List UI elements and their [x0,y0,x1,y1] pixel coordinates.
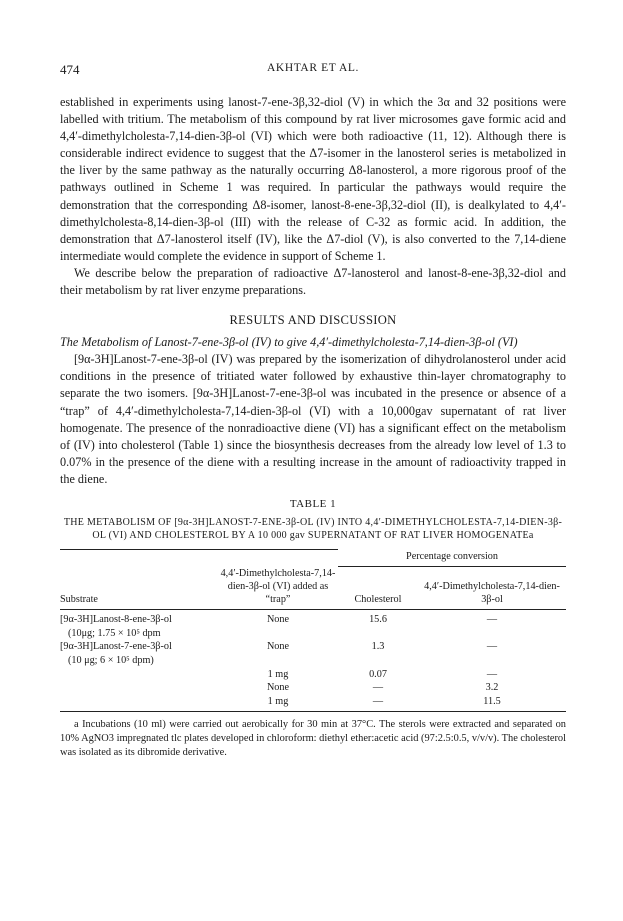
article-body [60,94,566,488]
table-label: TABLE 1 [289,497,337,510]
column-header-diene: 4,4′-Dimethylcholesta-7,14-dien-3β-ol [418,566,566,609]
paragraph-description: We describe below the preparation of radioactive Δ7-lanosterol and lanost-8-ene-3β,32-diol and their metabolism by rat liver enzyme preparations. [60,265,566,298]
running-header [60,62,566,80]
table-caption: THE METABOLISM OF [9α-3H]LANOST-7-ENE-3β-OL (IV) INTO 4,4′-DIMETHYLCHOLESTA-7,14-DIEN-3β-OL (VI) AND CHOLESTEROL BY A 10 000 gav SUPERNATANT OF RAT LIVER HOMOGENATEa [63,516,563,542]
table-row: 1 mg — 11.5 [60,695,566,712]
paragraph-results: [9α-3H]Lanost-7-ene-3β-ol (IV) was prepared by the isomerization of dihydrolanosterol under acid conditions in the presence of tritiated water followed by exhaustive thin-layer chromatography to separate the two isomers. [9α-3H]Lanost-7-ene-3β-ol was incubated in the presence or absence of a “trap” of 4,4′-dimethylcholesta-7,14-dien-3β-ol (VI) with a 10,000gav supernatant of rat liver homogenate. The presence of the nonradioactive diene (VI) has a significant effect on the metabolism of (IV) into cholesterol (Table 1) since the biosynthesis decreases from the already low level of 1.3 to 0.07% in the presence of the diene with a resulting increase in the amount of radioactivity trapped in the diene. [60,352,566,486]
column-header-substrate: Substrate [60,566,218,609]
table-row: (10μg; 1.75 × 10⁵ dpm [68,627,161,639]
results-table [60,549,566,713]
table-row: [9α-3H]Lanost-7-ene-3β-ol None 1.3 — [60,641,498,653]
column-header-trap: 4,4′-Dimethylcholesta-7,14-dien-3β-ol (VI) added as “trap” [218,566,338,609]
subsection-heading: The Metabolism of Lanost-7-ene-3β-ol (IV) to give 4,4′-dimethylcholesta-7,14-dien-3β-ol (VI) [60,335,518,350]
paragraph-intro: established in experiments using lanost-7-ene-3β,32-diol (V) in which the 3α and 32 positions were labelled with tritium. The metabolism of this compound by rat liver microsomes gave formic acid and 4,4′-dimethylcholesta-7,14-dien-3β-ol (VI) which were both radioactive (11, 12). Although there is considerable indirect evidence to suggest that the Δ7-isomer in the lanosterol series is metabolized in the liver by the same pathway as the naturally occurring Δ8-lanosterol, a more rigorous proof of the pathways outlined in Scheme 1 was required. In particular the pathways would require the demonstration that the corresponding Δ8-isomer, lanost-8-ene-3β,32-diol (II), is dealkylated to 4,4′-dimethylcholesta-8,14-dien-3β-ol (III) with the release of C-32 as formic acid. In addition, the demonstration that Δ7-lanosterol itself (IV), like the Δ7-diol (V), is also converted to the 7,14-diene intermediate would complete the evidence in support of Scheme 1. [60,95,566,263]
page-number: 474 [60,62,80,77]
percentage-conversion-header: Percentage conversion [338,549,566,566]
table-row: 1 mg 0.07 — [267,668,498,680]
section-heading: RESULTS AND DISCUSSION [229,313,397,328]
running-head: AKHTAR ET AL. [267,62,359,74]
column-header-cholesterol: Cholesterol [338,566,418,609]
table-footnote: a Incubations (10 ml) were carried out aerobically for 30 min at 37°C. The sterols were extracted and separated on 10% AgNO3 impregnated tlc plates developed in chloroform: diethyl ether:acetic acid (97:2.5:0.5, v/v/v). The cholesterol was isolated as its dibromide derivative. [60,719,566,758]
table-row: None — 3.2 [266,682,499,694]
table-row: [9α-3H]Lanost-8-ene-3β-ol None 15.6 — [60,614,498,626]
page [60,62,566,759]
table-row: (10 μg; 6 × 10⁵ dpm) [68,654,154,666]
